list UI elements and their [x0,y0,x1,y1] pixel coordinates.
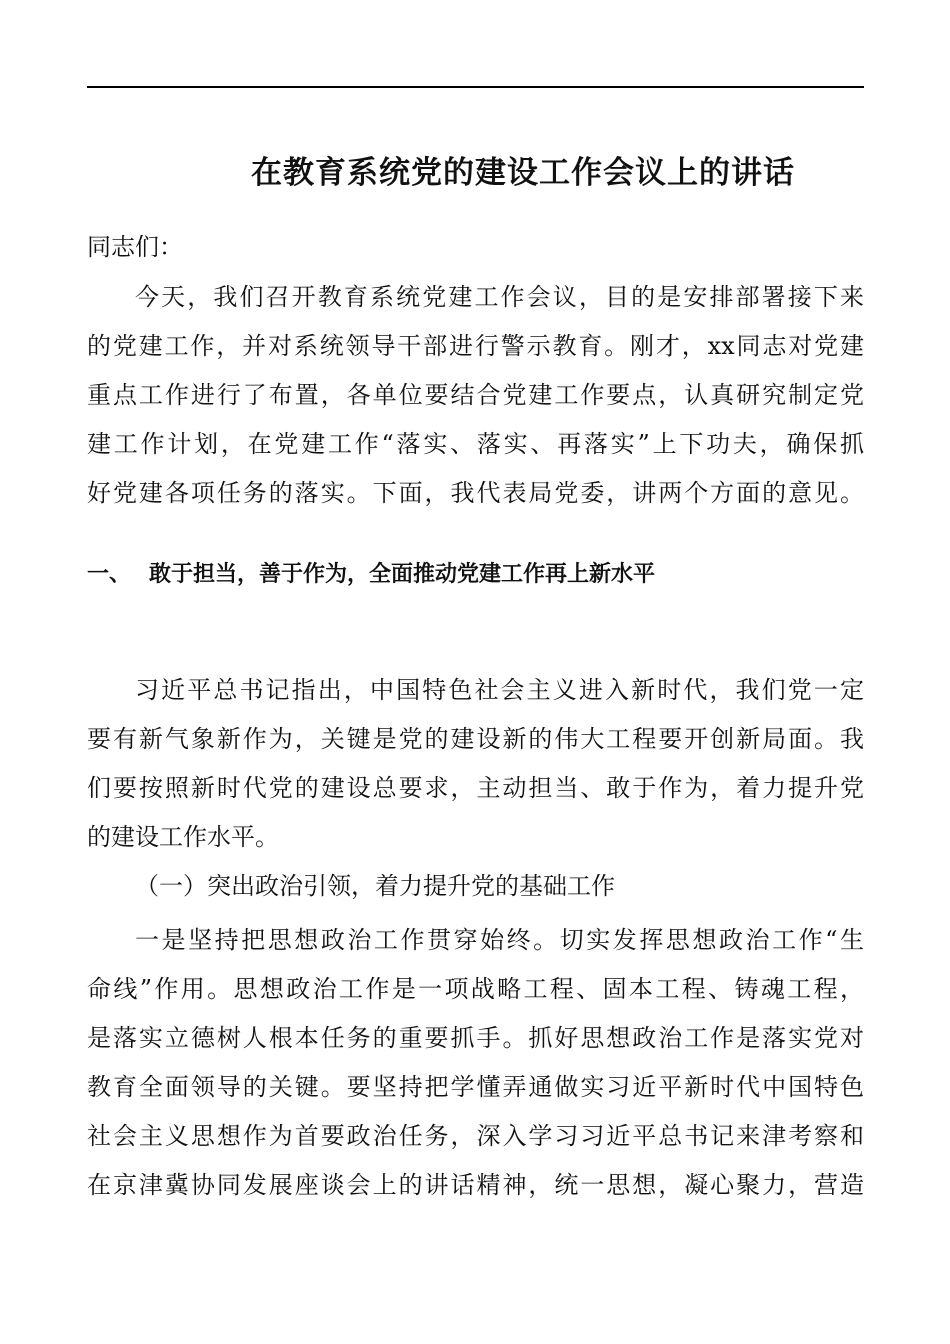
paragraph-line: 在京津冀协同发展座谈会上的讲话精神，统一思想，凝心聚力，营造 [87,1171,864,1199]
paragraph-line: 们要按照新时代党的建设总要求，主动担当、敢于作为，着力提升党 [87,774,864,802]
paragraph-line: 的建设工作水平。 [87,823,279,851]
paragraph-line: 习近平总书记指出，中国特色社会主义进入新时代，我们党一定 [135,676,864,704]
subsection-heading: （一）突出政治引领，着力提升党的基础工作 [135,872,615,900]
paragraph-line: 社会主义思想作为首要政治任务，深入学习习近平总书记来津考察和 [87,1122,864,1150]
paragraph-line: 命线”作用。思想政治工作是一项战略工程、固本工程、铸魂工程， [87,975,864,1003]
paragraph-line: 建工作计划，在党建工作“落实、落实、再落实”上下功夫，确保抓 [87,430,864,458]
document-title: 在教育系统党的建设工作会议上的讲话 [251,155,795,191]
salutation: 同志们： [87,233,183,261]
header-rule [87,86,864,88]
section-number: 一、 [87,562,132,587]
paragraph-line: 一是坚持把思想政治工作贯穿始终。切实发挥思想政治工作“生 [135,926,864,954]
paragraph-line: 好党建各项任务的落实。下面，我代表局党委，讲两个方面的意见。 [87,479,864,507]
paragraph-line: 重点工作进行了布置，各单位要结合党建工作要点，认真研究制定党 [87,381,864,409]
paragraph-line: 的党建工作，并对系统领导干部进行警示教育。刚才，xx同志对党建 [87,332,864,360]
paragraph-line: 是落实立德树人根本任务的重要抓手。抓好思想政治工作是落实党对 [87,1024,864,1052]
paragraph-line: 今天，我们召开教育系统党建工作会议，目的是安排部署接下来 [135,283,864,311]
section-heading-text: 敢于担当，善于作为，全面推动党建工作再上新水平 [149,562,656,587]
section-heading [87,555,864,595]
paragraph-line: 要有新气象新作为，关键是党的建设新的伟大工程要开创新局面。我 [87,725,864,753]
paragraph-line: 教育全面领导的关键。要坚持把学懂弄通做实习近平新时代中国特色 [87,1073,864,1101]
